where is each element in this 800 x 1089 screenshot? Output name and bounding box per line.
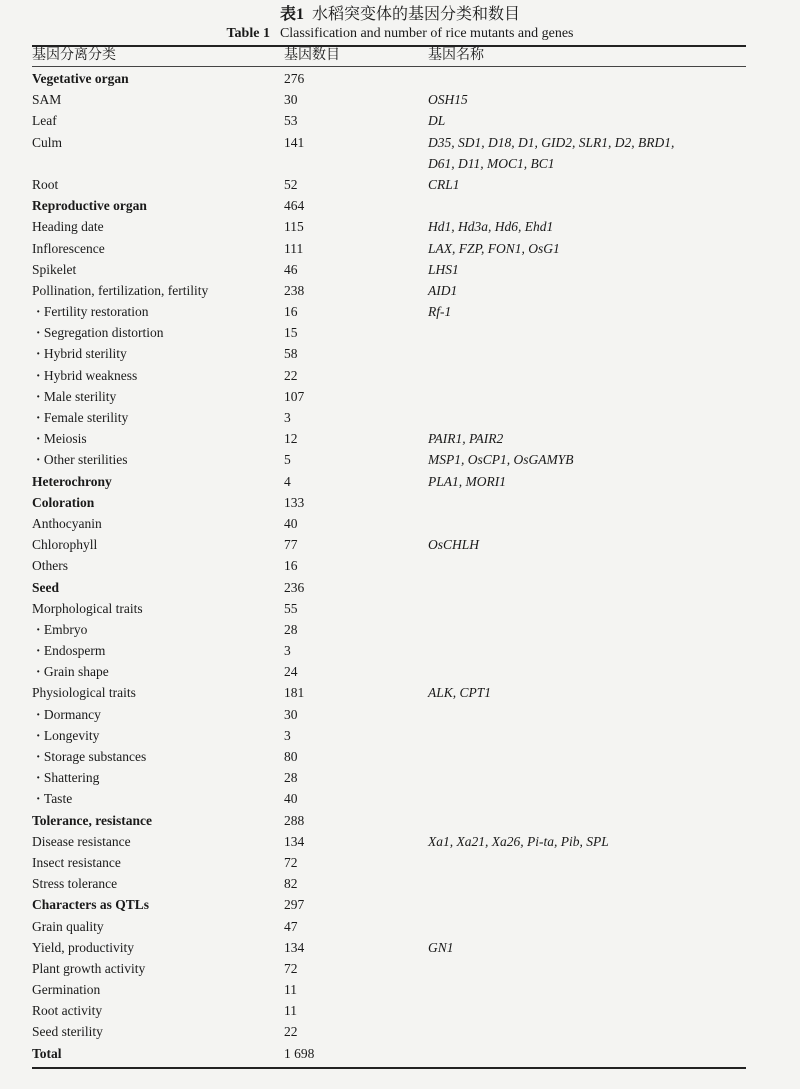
- row-category: Yield, productivity: [32, 939, 134, 955]
- row-genes: CRL1: [428, 176, 460, 192]
- table-row: [0, 640, 800, 661]
- row-category: Tolerance, resistance: [32, 812, 152, 828]
- row-category: Plant growth activity: [32, 960, 146, 976]
- row-count: 72: [284, 960, 298, 976]
- row-genes: MSP1, OsCP1, OsGAMYB: [428, 452, 574, 468]
- row-count: 115: [284, 219, 304, 235]
- table-row: [0, 661, 800, 682]
- row-count: 12: [284, 431, 298, 447]
- row-count: 238: [284, 282, 305, 298]
- row-count: 80: [284, 749, 298, 765]
- row-category: · Fertility restoration: [32, 301, 149, 322]
- caption-zh-text: 水稻突变体的基因分类和数目: [312, 6, 521, 23]
- row-category: Spikelet: [32, 261, 77, 277]
- row-category: Culm: [32, 134, 63, 150]
- table-caption-zh: [0, 4, 800, 25]
- row-count: 28: [284, 770, 298, 786]
- header-genes: 基因名称: [428, 48, 484, 63]
- row-count: 16: [284, 304, 298, 320]
- table-row: [0, 216, 800, 237]
- row-category: · Other sterilities: [32, 449, 128, 470]
- row-category: Others: [32, 558, 68, 574]
- row-category: Root activity: [32, 1003, 103, 1019]
- table-header-rule: [32, 66, 746, 67]
- row-count: 40: [284, 791, 298, 807]
- row-genes: DL: [428, 113, 446, 129]
- table-caption-en: [0, 25, 800, 43]
- row-count: 134: [284, 939, 305, 955]
- row-count: 47: [284, 918, 298, 934]
- caption-en-text: Classification and number of rice mutants and genes: [279, 26, 574, 41]
- row-count: 22: [284, 1024, 298, 1040]
- row-category: Chlorophyll: [32, 537, 98, 553]
- table-row: [0, 958, 800, 979]
- row-count: 77: [284, 537, 298, 553]
- table-row: [0, 619, 800, 640]
- row-genes: Rf-1: [428, 304, 452, 320]
- row-category: · Longevity: [32, 725, 99, 746]
- row-genes: AID1: [428, 282, 458, 298]
- row-count: 55: [284, 600, 298, 616]
- row-count: 40: [284, 515, 298, 531]
- row-genes: LAX, FZP, FON1, OsG1: [428, 240, 560, 256]
- row-count: 30: [284, 706, 298, 722]
- row-count: 28: [284, 621, 298, 637]
- table-row: [0, 471, 800, 492]
- row-count: 134: [284, 833, 305, 849]
- row-count: 52: [284, 176, 298, 192]
- table-row: [0, 937, 800, 958]
- row-genes: OsCHLH: [428, 537, 480, 553]
- table-row: [0, 386, 800, 407]
- table-row: [0, 407, 800, 428]
- row-count: 141: [284, 134, 305, 150]
- row-genes: ALK, CPT1: [428, 685, 492, 701]
- row-category: · Endosperm: [32, 640, 105, 661]
- row-count: 464: [284, 198, 305, 214]
- table-row: [0, 767, 800, 788]
- table-row: [0, 259, 800, 280]
- row-genes-continued: D61, D11, MOC1, BC1: [428, 155, 555, 171]
- row-genes: GN1: [428, 939, 454, 955]
- row-count: 30: [284, 92, 298, 108]
- table-body: [0, 68, 800, 1064]
- table-row: [0, 513, 800, 534]
- table-row: [0, 492, 800, 513]
- row-category: · Female sterility: [32, 407, 128, 428]
- row-count: 288: [284, 812, 305, 828]
- row-count: 3: [284, 410, 291, 426]
- table-row: [0, 449, 800, 470]
- row-count: 3: [284, 727, 291, 743]
- row-category: Disease resistance: [32, 833, 131, 849]
- row-genes: Xa1, Xa21, Xa26, Pi-ta, Pib, SPL: [428, 833, 609, 849]
- row-count: 107: [284, 388, 305, 404]
- row-genes: LHS1: [428, 261, 459, 277]
- row-genes: Hd1, Hd3a, Hd6, Ehd1: [428, 219, 554, 235]
- row-category: Anthocyanin: [32, 515, 102, 531]
- table-row: [0, 322, 800, 343]
- row-count: 16: [284, 558, 298, 574]
- row-category: Seed sterility: [32, 1024, 103, 1040]
- table-row: [0, 1043, 800, 1064]
- row-count: 82: [284, 876, 298, 892]
- table-row: [0, 894, 800, 915]
- row-count: 3: [284, 643, 291, 659]
- row-count: 11: [284, 1003, 297, 1019]
- row-category: · Grain shape: [32, 661, 109, 682]
- caption-zh-number: 表1: [279, 6, 304, 23]
- table-row: [0, 68, 800, 89]
- row-count: 15: [284, 325, 298, 341]
- table-row: [0, 682, 800, 703]
- row-count: 111: [284, 240, 304, 256]
- row-category: Pollination, fertilization, fertility: [32, 282, 209, 298]
- table-row: [0, 704, 800, 725]
- row-category: Total: [32, 1045, 62, 1061]
- header-category: 基因分离分类: [32, 48, 116, 63]
- table-row: [0, 280, 800, 301]
- caption-en-number: Table 1: [226, 26, 270, 41]
- row-category: Vegetative organ: [32, 71, 129, 86]
- table-bottom-rule: [32, 1067, 746, 1069]
- row-category: Characters as QTLs: [32, 897, 149, 913]
- table-row: [0, 195, 800, 216]
- table-row: [0, 343, 800, 364]
- header-count: 基因数目: [284, 48, 340, 63]
- row-category: · Embryo: [32, 619, 87, 640]
- row-category: Seed: [32, 579, 59, 595]
- row-count: 297: [284, 897, 305, 913]
- row-count: 5: [284, 452, 291, 468]
- row-count: 236: [284, 579, 305, 595]
- row-count: 4: [284, 473, 291, 489]
- row-count: 22: [284, 367, 298, 383]
- table-row: [0, 788, 800, 809]
- table-row: [0, 916, 800, 937]
- row-count: 58: [284, 346, 298, 362]
- row-count: 11: [284, 982, 297, 998]
- table-row: [0, 110, 800, 131]
- row-category: Germination: [32, 982, 101, 998]
- table-row: [0, 555, 800, 576]
- row-category: Morphological traits: [32, 600, 143, 616]
- row-genes: PAIR1, PAIR2: [428, 431, 504, 447]
- row-count: 276: [284, 71, 305, 86]
- row-category: Coloration: [32, 494, 95, 510]
- row-genes: D35, SD1, D18, D1, GID2, SLR1, D2, BRD1,: [428, 134, 675, 150]
- row-genes: PLA1, MORI1: [428, 473, 506, 489]
- table-row: [0, 89, 800, 110]
- table-row: [0, 365, 800, 386]
- row-category: · Dormancy: [32, 704, 101, 725]
- table-row: [0, 746, 800, 767]
- table-row: [0, 873, 800, 894]
- table-row: [0, 238, 800, 259]
- table-row: [0, 174, 800, 195]
- row-category: · Storage substances: [32, 746, 146, 767]
- row-count: 72: [284, 854, 298, 870]
- row-category: · Shattering: [32, 767, 99, 788]
- row-count: 53: [284, 113, 298, 129]
- table-row: [0, 534, 800, 555]
- row-count: 24: [284, 664, 298, 680]
- table-row: [0, 1021, 800, 1042]
- row-category: Leaf: [32, 113, 57, 129]
- row-category: Heading date: [32, 219, 104, 235]
- row-count: 1 698: [284, 1045, 315, 1061]
- row-count: 181: [284, 685, 305, 701]
- table-top-rule: [32, 45, 746, 47]
- table-row: [0, 1000, 800, 1021]
- row-count: 133: [284, 494, 305, 510]
- row-category: · Taste: [32, 788, 72, 809]
- row-category: · Meiosis: [32, 428, 87, 449]
- row-category: · Hybrid sterility: [32, 343, 127, 364]
- row-category: · Male sterility: [32, 386, 116, 407]
- row-category: · Segregation distortion: [32, 322, 164, 343]
- row-category: Inflorescence: [32, 240, 105, 256]
- row-category: Root: [32, 176, 59, 192]
- row-category: · Hybrid weakness: [32, 365, 137, 386]
- row-category: Stress tolerance: [32, 876, 118, 892]
- row-category: Insect resistance: [32, 854, 121, 870]
- row-category: Heterochrony: [32, 473, 112, 489]
- table-row: [0, 831, 800, 852]
- row-count: 46: [284, 261, 298, 277]
- table-row: [0, 132, 800, 174]
- row-category: SAM: [32, 92, 62, 108]
- table-row: [0, 725, 800, 746]
- row-category: Physiological traits: [32, 685, 136, 701]
- table-row: [0, 979, 800, 1000]
- row-category: Reproductive organ: [32, 198, 147, 214]
- row-genes: OSH15: [428, 92, 468, 108]
- table-row: [0, 852, 800, 873]
- table-row: [0, 301, 800, 322]
- table-row: [0, 428, 800, 449]
- table-row: [0, 598, 800, 619]
- row-category: Grain quality: [32, 918, 104, 934]
- table-row: [0, 577, 800, 598]
- table-row: [0, 810, 800, 831]
